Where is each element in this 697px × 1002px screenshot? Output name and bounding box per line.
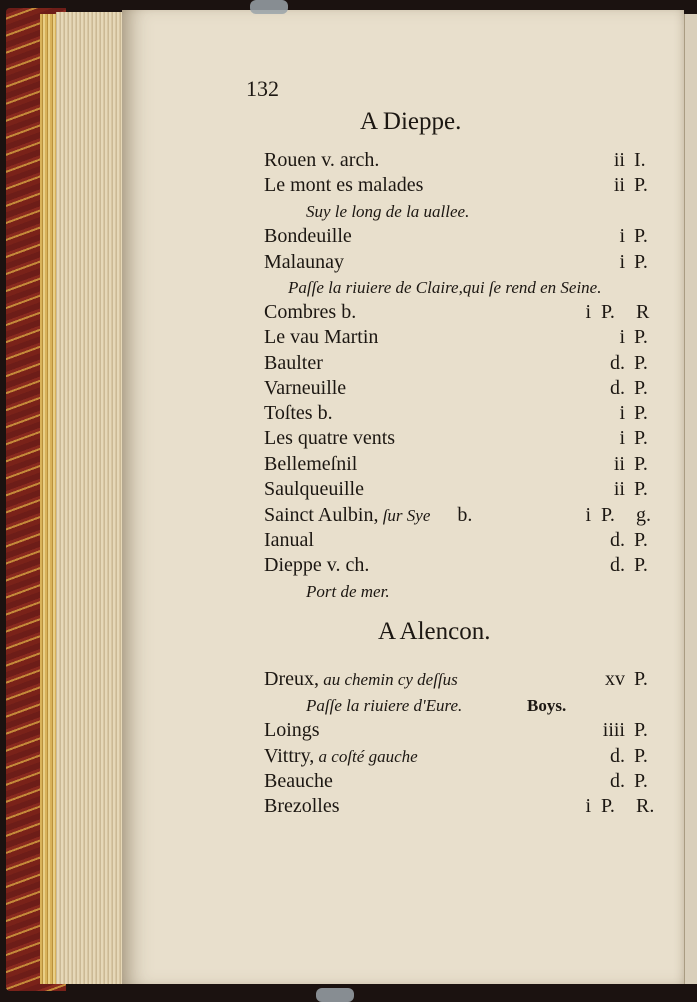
place-name: Baulter	[264, 352, 323, 374]
distance-unit: P.	[601, 795, 615, 817]
itinerary-entry	[264, 554, 369, 577]
place-tag: b.	[452, 504, 473, 526]
route-note-extra: Boys.	[527, 696, 567, 715]
itinerary-entry	[264, 795, 340, 818]
distance-value: ii	[613, 453, 625, 475]
itinerary-entry	[264, 352, 323, 375]
distance-unit: P.	[634, 377, 648, 399]
itinerary-entry	[264, 453, 357, 476]
itinerary-entry	[264, 427, 395, 450]
section-heading: A Dieppe.	[360, 108, 462, 135]
route-note: Paſſe la riuiere de Claire,qui ſe rend en Seine.	[288, 278, 602, 297]
distance-value: d.	[610, 745, 625, 767]
itinerary-entry	[264, 149, 379, 172]
distance-value: d.	[610, 770, 625, 792]
itinerary-entry	[264, 504, 472, 527]
distance-value: xv	[605, 668, 625, 690]
distance-value: i	[585, 504, 591, 526]
distance-unit: P.	[634, 352, 648, 374]
distance-value: iiii	[602, 719, 625, 741]
distance-value: d.	[610, 352, 625, 374]
distance-unit: P.	[634, 427, 648, 449]
distance-unit: P.	[634, 225, 648, 247]
place-name: Varneuille	[264, 377, 347, 399]
place-name: Loings	[264, 719, 320, 741]
place-name: Toſtes b.	[264, 402, 333, 424]
itinerary-entry	[264, 251, 344, 274]
itinerary-entry	[264, 377, 346, 400]
distance-unit: P.	[634, 402, 648, 424]
place-name: Rouen v. arch.	[264, 149, 380, 171]
distance-unit: P.	[634, 745, 648, 767]
place-name: Dieppe v. ch.	[264, 554, 370, 576]
distance-value: ii	[613, 174, 625, 196]
page-clip-top	[250, 0, 288, 14]
route-note: Suy le long de la uallee.	[306, 202, 470, 221]
place-name: Bellemeſnil	[264, 453, 358, 475]
page-clip-bottom	[316, 988, 354, 1002]
itinerary-entry	[264, 745, 418, 768]
place-name: Sainct Aulbin,	[264, 504, 379, 526]
distance-unit: I.	[634, 149, 646, 171]
itinerary-entry	[264, 402, 333, 425]
route-note: Paſſe la riuiere d'Eure.	[306, 696, 463, 715]
distance-unit: P.	[634, 668, 648, 690]
distance-value: ii	[613, 149, 625, 171]
distance-unit: P.	[634, 174, 648, 196]
distance-value: i	[619, 427, 625, 449]
section-heading: A Alencon.	[378, 618, 491, 645]
place-remark: a coſté gauche	[314, 747, 418, 766]
place-name: Saulqueuille	[264, 478, 364, 500]
itinerary-entry	[264, 174, 423, 197]
place-name: Dreux,	[264, 668, 319, 690]
route-mark: R.	[636, 795, 655, 817]
book-page	[122, 10, 684, 984]
itinerary-entry	[264, 668, 458, 691]
distance-value: d.	[610, 529, 625, 551]
place-name: Malaunay	[264, 251, 344, 273]
page-number: 132	[246, 76, 279, 101]
route-note: Port de mer.	[306, 582, 390, 601]
distance-value: i	[619, 225, 625, 247]
distance-unit: P.	[634, 453, 648, 475]
itinerary-entry	[264, 225, 352, 248]
itinerary-entry	[264, 478, 364, 501]
distance-unit: P.	[634, 770, 648, 792]
itinerary-entry	[264, 770, 333, 793]
itinerary-entry	[264, 301, 356, 324]
place-name: Le mont es malades	[264, 174, 424, 196]
place-name: Brezolles	[264, 795, 340, 817]
place-remark: ſur Sye	[378, 506, 431, 525]
distance-unit: P.	[601, 504, 615, 526]
place-name: Les quatre vents	[264, 427, 396, 449]
distance-value: d.	[610, 377, 625, 399]
route-mark: R	[636, 301, 650, 323]
place-name: Combres b.	[264, 301, 357, 323]
itinerary-entry	[264, 719, 320, 742]
itinerary-entry	[264, 529, 314, 552]
facing-page-edge	[684, 14, 697, 984]
distance-value: i	[585, 301, 591, 323]
distance-value: d.	[610, 554, 625, 576]
place-name: Le vau Martin	[264, 326, 379, 348]
distance-unit: P.	[634, 719, 648, 741]
distance-unit: P.	[634, 251, 648, 273]
place-name: Bondeuille	[264, 225, 352, 247]
distance-unit: P.	[634, 326, 648, 348]
distance-unit: P.	[634, 529, 648, 551]
route-mark: g.	[636, 504, 651, 526]
distance-unit: P.	[601, 301, 615, 323]
distance-value: ii	[613, 478, 625, 500]
distance-value: i	[619, 326, 625, 348]
distance-unit: P.	[634, 554, 648, 576]
distance-unit: P.	[634, 478, 648, 500]
distance-value: i	[619, 251, 625, 273]
itinerary-entry	[264, 326, 378, 349]
place-name: Beauche	[264, 770, 333, 792]
place-name: Vittry,	[264, 745, 315, 767]
page-block-edges	[56, 12, 130, 984]
distance-value: i	[585, 795, 591, 817]
place-name: Ianual	[264, 529, 314, 551]
distance-value: i	[619, 402, 625, 424]
place-remark: au chemin cy deſſus	[318, 670, 458, 689]
